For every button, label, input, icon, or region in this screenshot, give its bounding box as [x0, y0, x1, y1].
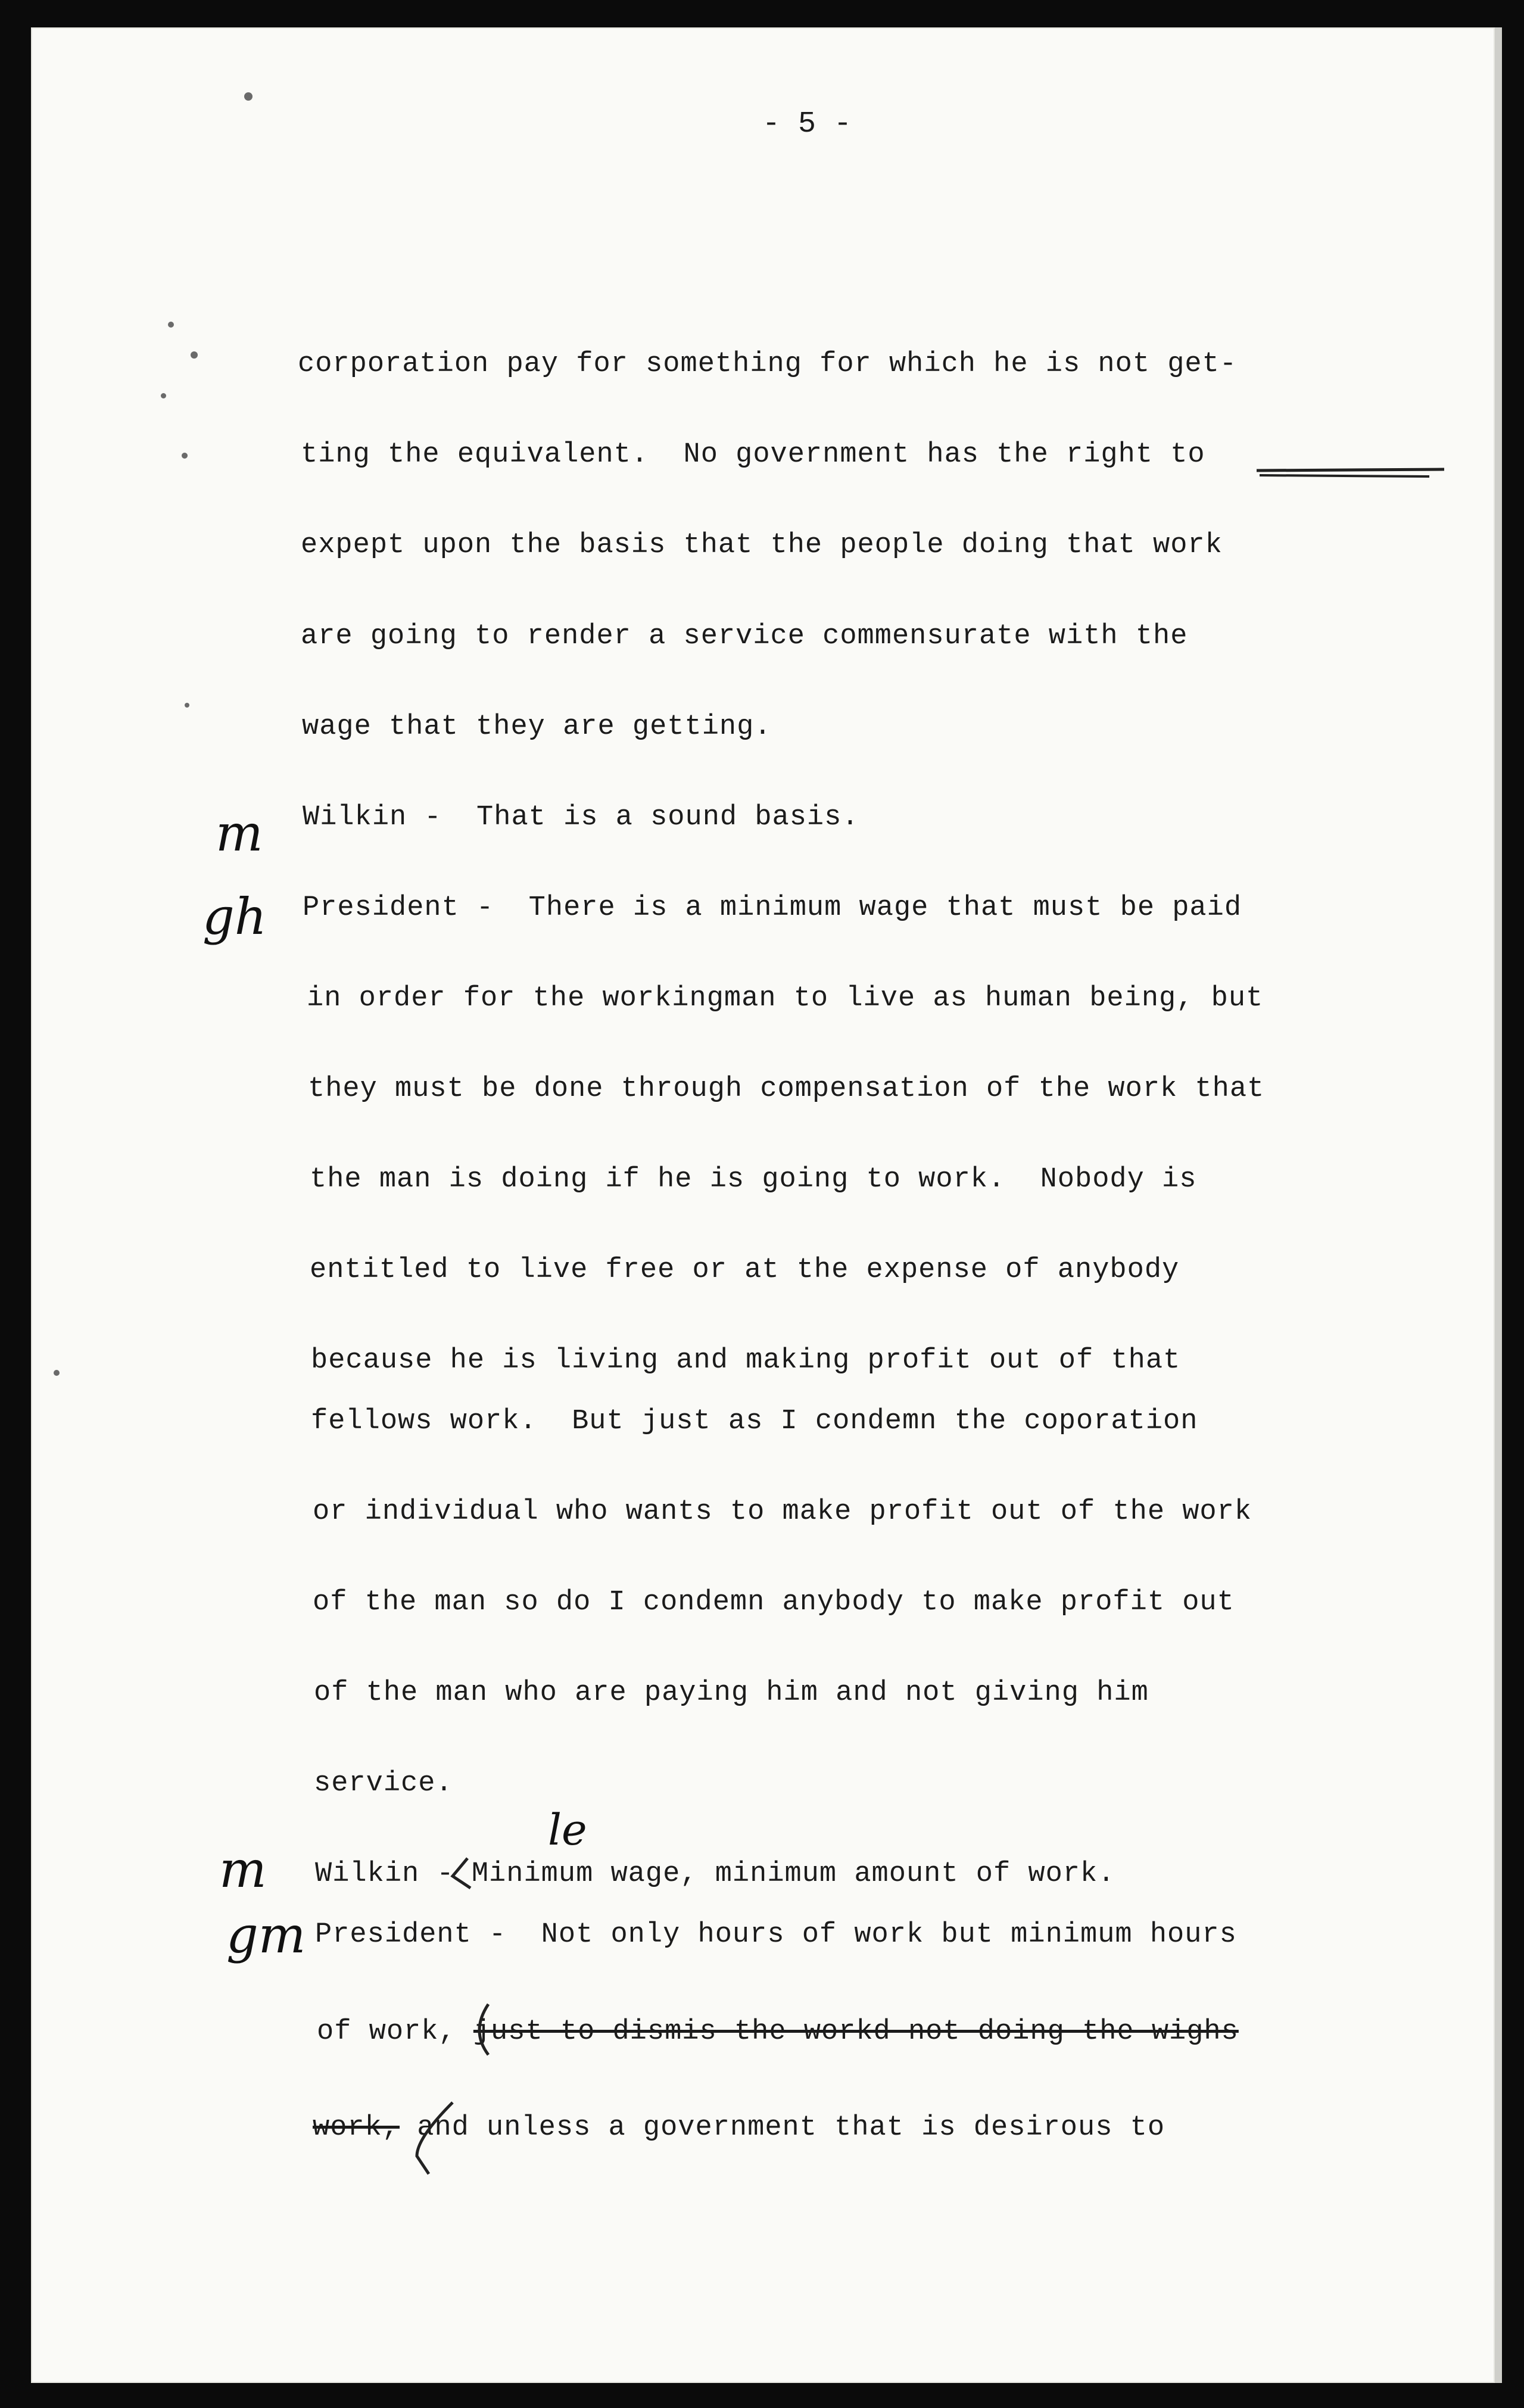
text-line: fellows work. But just as I condemn the coporation	[311, 1406, 1198, 1437]
margin-mark: gh	[202, 887, 267, 946]
margin-mark: gm	[226, 1906, 306, 1964]
speaker-line: President - Not only hours of work but minimum hours	[315, 1919, 1237, 1951]
text-fragment: of work,	[317, 2016, 473, 2048]
interlinear-note: le	[548, 1805, 587, 1855]
bracket-mark	[479, 2004, 488, 2055]
text-line: of the man who are paying him and not giving him	[314, 1677, 1149, 1709]
speaker-line: Wilkin - Minimum wage, minimum amount of work.	[315, 1858, 1115, 1890]
text-line: corporation pay for something for which he is not get-	[298, 348, 1238, 380]
speaker-line: President - There is a minimum wage that must be paid	[303, 892, 1242, 924]
text-line: or individual who wants to make profit out of the work	[313, 1496, 1252, 1528]
struck-text: just to dismis the workd not doing the wighs	[473, 2016, 1239, 2048]
text-line: service.	[314, 1768, 453, 1799]
text-line: are going to render a service commensurate with the	[301, 621, 1188, 652]
text-line: they must be done through compensation of the work that	[308, 1073, 1265, 1105]
text-line: in order for the workingman to live as human being, but	[307, 983, 1264, 1014]
strike-stroke	[1260, 475, 1429, 476]
text-line: of the man so do I condemn anybody to make profit out	[313, 1587, 1235, 1618]
struck-text: work,	[313, 2112, 400, 2144]
text-line: ting the equivalent. No government has the right to	[301, 439, 1205, 471]
margin-mark: m	[216, 804, 263, 862]
page-number: - 5 -	[762, 107, 852, 141]
paper-speck	[168, 322, 174, 328]
paper-speck	[185, 703, 189, 708]
paper-speck	[54, 1370, 60, 1376]
speaker-line: Wilkin - That is a sound basis.	[303, 802, 859, 833]
paper-speck	[244, 92, 253, 101]
paper-speck	[182, 453, 188, 459]
caret-mark	[453, 1858, 470, 1888]
text-line: entitled to live free or at the expense of anybody	[310, 1254, 1180, 1286]
text-line: wage that they are getting.	[302, 711, 772, 743]
bracket-mark	[417, 2102, 453, 2174]
paper-speck	[191, 351, 198, 359]
text-line: because he is living and making profit out of that	[311, 1345, 1181, 1376]
strike-stroke	[1257, 469, 1444, 471]
margin-mark: m	[219, 1840, 267, 1899]
paper-speck	[161, 393, 166, 398]
text-line: expept upon the basis that the people doing that work	[301, 529, 1223, 561]
text-fragment: and unless a government that is desirous to	[400, 2112, 1165, 2144]
text-line: the man is doing if he is going to work. Nobody is	[310, 1164, 1197, 1195]
